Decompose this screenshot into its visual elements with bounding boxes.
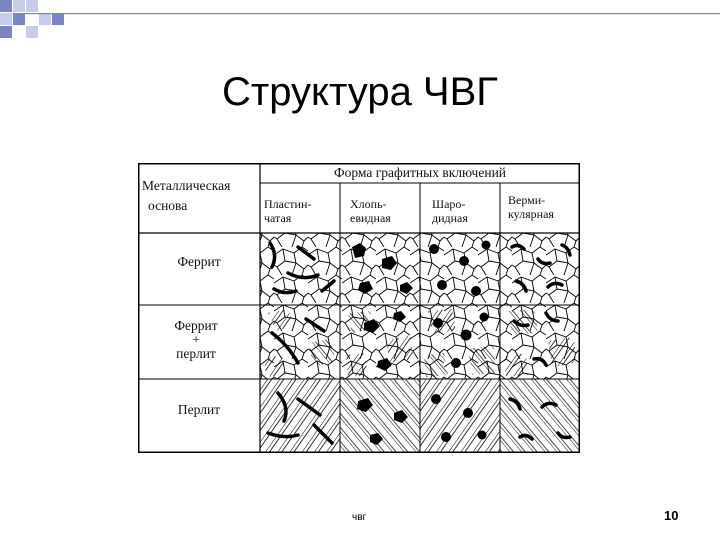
graphite-structure-table xyxy=(138,163,580,453)
column-header-line: кулярная xyxy=(508,207,554,221)
row-label-pearlite xyxy=(138,403,260,417)
column-header-line: евидная xyxy=(350,211,391,225)
row-label-line: Перлит xyxy=(177,402,221,417)
micro-cell-ferrite-vermicular xyxy=(500,233,580,305)
column-header-line: дидная xyxy=(432,211,468,225)
graphite-form-header: Форма графитных включений xyxy=(333,165,507,180)
corner-square xyxy=(26,26,38,38)
corner-square xyxy=(52,13,64,25)
micro-cell-ferrite-flake xyxy=(340,233,420,305)
column-header-line: Хлопь- xyxy=(350,197,387,211)
row-label-line: + xyxy=(192,332,200,347)
corner-square xyxy=(26,0,38,12)
column-header-line: Пластин- xyxy=(264,197,312,211)
corner-square xyxy=(39,13,51,25)
row-label-line: Феррит xyxy=(174,318,218,333)
base-header-line1: Металлическая xyxy=(142,178,231,193)
page-number: 10 xyxy=(664,508,679,523)
column-header-line: чатая xyxy=(264,211,292,225)
base-header-line2: основа xyxy=(148,198,188,213)
corner-square xyxy=(13,13,25,25)
row-label-ferrite xyxy=(138,255,260,269)
corner-square xyxy=(0,0,12,12)
row-label-line: перлит xyxy=(176,346,216,361)
footer-text: чвг xyxy=(352,512,367,523)
column-header-flake xyxy=(350,197,418,225)
slide-title: Структура ЧВГ xyxy=(222,70,498,114)
corner-decoration xyxy=(0,0,720,40)
micro-cell-pearlite-vermicular xyxy=(500,379,580,453)
micro-cell-pearlite-lamellar xyxy=(260,379,340,453)
column-header-line: Шаро- xyxy=(432,197,466,211)
corner-square xyxy=(0,26,12,38)
column-header-spheroidal xyxy=(432,197,498,225)
corner-square xyxy=(13,0,25,12)
row-label-ferrite-pearlite xyxy=(138,319,254,361)
micro-cell-pearlite-spheroidal xyxy=(420,379,500,453)
column-header-lamellar xyxy=(264,197,338,225)
row-label-line: Феррит xyxy=(177,254,221,269)
corner-square xyxy=(0,13,12,25)
column-header-vermicular xyxy=(508,193,578,221)
corner-line xyxy=(18,13,720,14)
column-header-line: Верми- xyxy=(508,193,546,207)
